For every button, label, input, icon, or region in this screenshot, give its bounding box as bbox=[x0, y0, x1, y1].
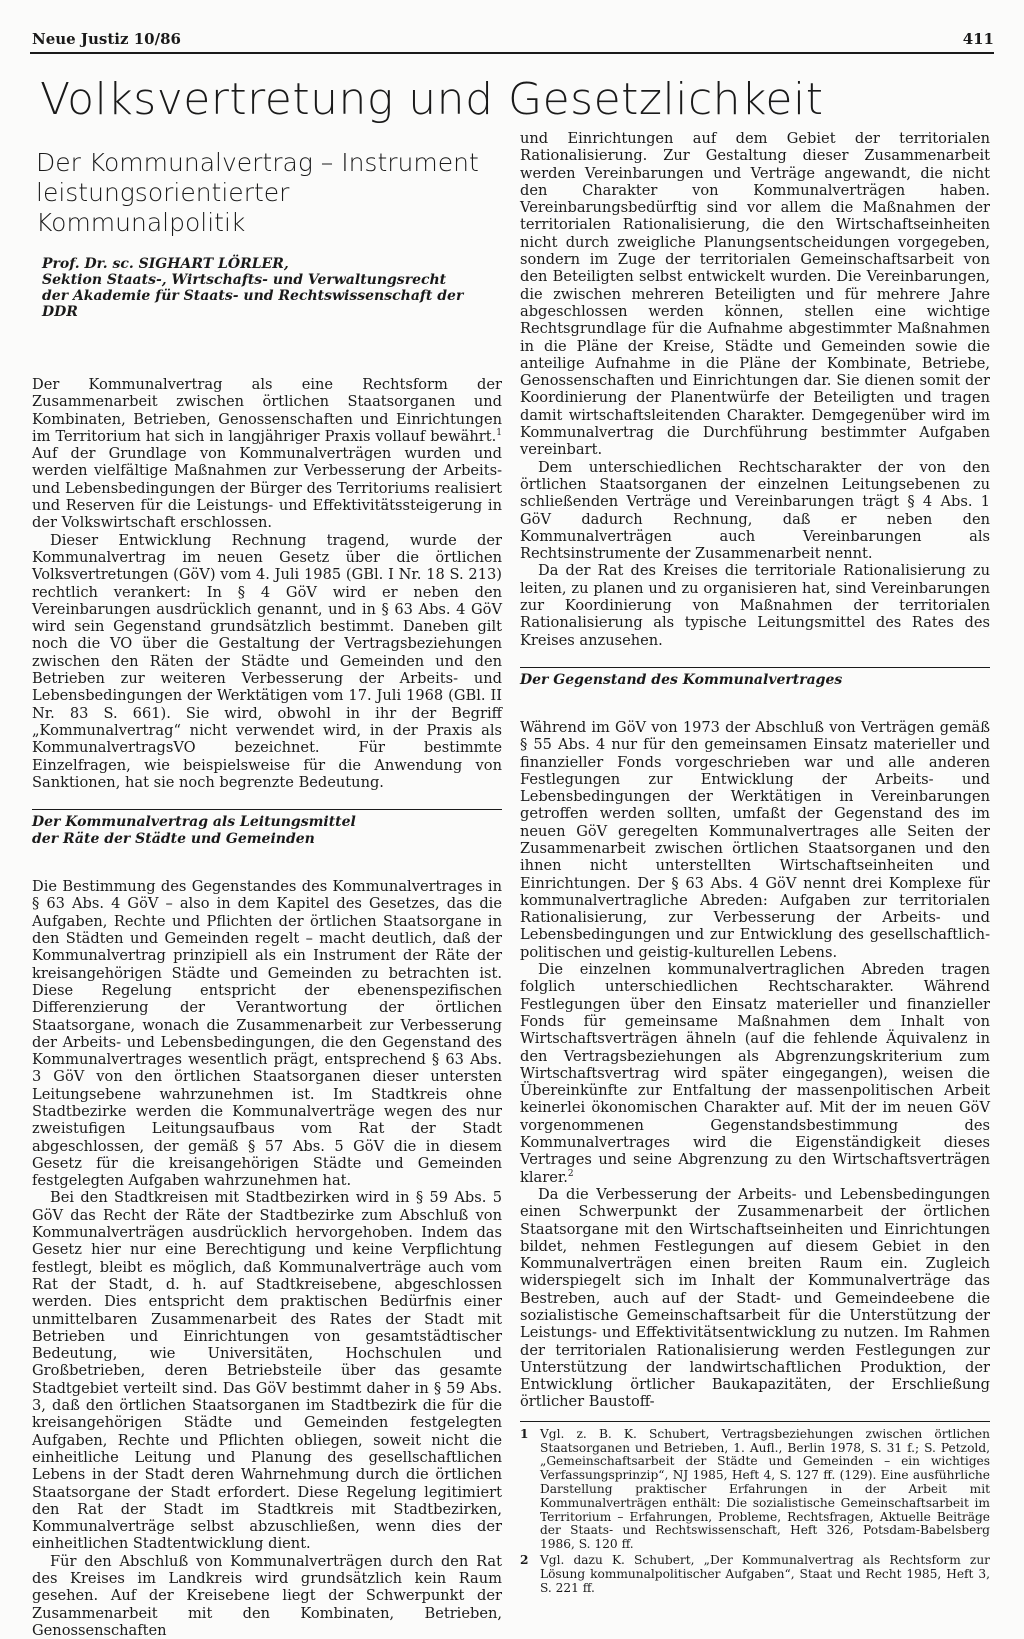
header-rule bbox=[30, 52, 994, 54]
running-head bbox=[30, 30, 994, 54]
footnote bbox=[520, 1554, 990, 1595]
footnotes bbox=[520, 1421, 990, 1596]
author-affiliation-2: der Akademie für Staats- und Rechtswissenschaft der DDR bbox=[42, 288, 464, 320]
left-column bbox=[32, 140, 502, 1639]
subheading-line-2: der Räte der Städte und Gemeinden bbox=[32, 831, 315, 848]
footnote-ref[interactable]: 2 bbox=[567, 1168, 574, 1179]
article-title-line-2: leistungsorientierter Kommunalpolitik bbox=[36, 178, 290, 237]
paragraph: Dieser Entwicklung Rechnung tragend, wurde der Kommunalvertrag im neuen Gesetz über die örtlichen Volksvertretungen (GöV) vom 4. Juli 1985 (GBl. I Nr. 18 S. 213) rechtlich verankert: In § 4 GöV wird er neben den Vereinbarungen ausdrücklich genannt, und in § 63 Abs. 4 GöV wird sein Gegenstand grundsätzlich bestimmt. Daneben gilt noch die VO über die Gestaltung der Vertragsbeziehungen zwischen den Räten der Städte und Gemeinden und den Betrieben zur weiteren Verbesserung der Arbeits- und Lebensbedingungen der Werktätigen vom 17. Juli 1968 (GBl. II Nr. 83 S. 661). Sie wird, obwohl in ihr der Begriff „Kommunalvertrag“ nicht verwendet wird, in der Praxis als KommunalvertragsVO bezeichnet. Für bestimmte Einzelfragen, wie beispielsweise für die Anwendung von Sanktionen, hat sie noch begrenzte Bedeutung. bbox=[32, 531, 502, 791]
footnote-number: 2 bbox=[520, 1552, 529, 1567]
article-title bbox=[36, 148, 502, 238]
paragraph: Die einzelnen kommunalvertraglichen Abreden tragen folglich unterschiedlichen Rechtscharakter. Während Festlegungen über den Einsatz materieller und finanzieller Fonds für gemeinsame Maßnahmen dem Inhalt von Wirtschaftsverträgen ähneln (auf die fehlende Äquivalenz in den Vertragsbeziehungen als Abgrenzungskriterium zum Wirtschaftsvertrag wird später eingegangen), weisen die Übereinkünfte zur Entfaltung der massenpolitischen Arbeit keinerlei ökonomischen Charakter auf. Mit der im neuen GöV vorgenommenen Gegenstandsbestimmung des Kommunalvertrages wird die Eigenständigkeit dieses Vertrages und seine Abgrenzung zu den Wirtschaftsverträgen klarer.$^2$ bbox=[520, 961, 990, 1186]
right-column bbox=[520, 130, 990, 1595]
article-title-line-1: Der Kommunalvertrag – Instrument bbox=[36, 148, 479, 177]
subheading: Der Gegenstand des Kommunalvertrages bbox=[520, 667, 990, 689]
footnote-ref[interactable]: 1 bbox=[496, 428, 502, 439]
footnote bbox=[520, 1428, 990, 1552]
subheading-line-1: Der Kommunalvertrag als Leitungsmittel bbox=[32, 814, 356, 831]
paragraph: Dem unterschiedlichen Rechtscharakter der von den örtlichen Staatsorganen der einzelnen Leitungsebenen zu schließenden Verträge und Vereinbarungen trägt § 4 Abs. 1 GöV dadurch Rechnung, daß er neben den Kommunalverträgen auch Vereinbarungen als Rechtsinstrumente der Zusammenarbeit nennt. bbox=[520, 458, 990, 563]
footnote-text: Vgl. dazu K. Schubert, „Der Kommunalvertrag als Rechtsform zur Lösung kommunalpolitischer Aufgaben“, Staat und Recht 1985, Heft 3, S. 221 ff. bbox=[540, 1552, 990, 1595]
paragraph: Der Kommunalvertrag als eine Rechtsform der Zusammenarbeit zwischen örtlichen Staatsorganen und Kombinaten, Betrieben, Genossenschaften und Einrichtungen im Territorium hat sich in langjähriger Praxis vollauf bewährt.$^1$ Auf der Grundlage von Kommunalverträgen wurden und werden vielfältige Maßnahmen zur Verbesserung der Arbeits- und Lebensbedingungen der Bürger des Territoriums realisiert und Reserven für die Leistungs- und Effektivitätssteigerung in der Volkswirtschaft erschlossen. bbox=[32, 376, 502, 532]
subheading bbox=[32, 809, 502, 848]
journal-page bbox=[30, 30, 994, 1639]
paragraph: Während im GöV von 1973 der Abschluß von Verträgen gemäß § 55 Abs. 4 nur für den gemeinsamen Einsatz materieller und finanzieller Fonds vorgeschrieben war und alle anderen Festlegungen zur Entwicklung der Arbeits- und Lebensbedingungen der Werktätigen in Vereinbarungen getroffen werden sollten, umfaßt der Gegenstand des im neuen GöV geregelten Kommunalvertrages alle Seiten der Zusammenarbeit zwischen örtlichen Staatsorganen und den ihnen nicht unterstellten Wirtschaftseinheiten und Einrichtungen. Der § 63 Abs. 4 GöV nennt drei Komplexe für kommunalvertragliche Abreden: Aufgaben zur territorialen Rationalisierung, zur Verbesserung der Arbeits- und Lebensbedingungen und zur Entwicklung des gesellschaftlich-politischen und geistig-kulturellen Lebens. bbox=[520, 718, 990, 961]
journal-name: Neue Justiz 10/86 bbox=[32, 30, 181, 48]
author-affiliation-1: Sektion Staats-, Wirtschafts- und Verwaltungsrecht bbox=[42, 272, 447, 288]
author-name: Prof. Dr. sc. SIGHART LÖRLER, bbox=[42, 256, 289, 272]
footnote-text: Vgl. z. B. K. Schubert, Vertragsbeziehungen zwischen örtlichen Staatsorganen und Betrieben, 1. Aufl., Berlin 1978, S. 31 f.; S. Petzold, „Gemeinschaftsarbeit der Städte und Gemeinden – ein wichtiges Verfassungsprinzip“, NJ 1985, Heft 4, S. 127 ff. (129). Eine ausführliche Darstellung praktischer Erfahrungen in der Arbeit mit Kommunalverträgen enthält: Die sozialistische Gemeinschaftsarbeit im Territorium – Erfahrungen, Probleme, Rechtsfragen, Aktuelle Beiträge der Staats- und Rechtswissenschaft, Heft 326, Potsdam-Babelsberg 1986, S. 120 ff. bbox=[540, 1426, 990, 1552]
paragraph: Da der Rat des Kreises die territoriale Rationalisierung zu leiten, zu planen und zu organisieren hat, sind Vereinbarungen zur Koordinierung von Maßnahmen der territorialen Rationalisierung als typische Leitungsmittel des Rates des Kreises anzusehen. bbox=[520, 562, 990, 649]
byline bbox=[42, 256, 502, 320]
footnote-number: 1 bbox=[520, 1426, 529, 1441]
paragraph: Da die Verbesserung der Arbeits- und Lebensbedingungen einen Schwerpunkt der Zusammenarbeit der örtlichen Staatsorgane mit den Wirtschaftseinheiten und Einrichtungen bildet, nehmen Festlegungen auf diesem Gebiet in den Kommunalverträgen einen breiten Raum ein. Zugleich widerspiegelt sich im Inhalt der Kommunalverträge das Bestreben, auch auf der Stadt- und Gemeindeebene die sozialistische Gemeinschaftsarbeit für die Unterstützung der Leistungs- und Effektivitätsentwicklung zu nutzen. Im Rahmen der territorialen Rationalisierung werden Festlegungen zur Unterstützung der landwirtschaftlichen Produktion, der Entwicklung örtlicher Baukapazitäten, der Erschließung örtlicher Baustoff- bbox=[520, 1185, 990, 1411]
paragraph: Für den Abschluß von Kommunalverträgen durch den Rat des Kreises im Landkreis wird grundsätzlich kein Raum gesehen. Auf der Kreisebene liegt der Schwerpunkt der Zusammenarbeit mit den Kombinaten, Betrieben, Genossenschaften bbox=[32, 1552, 502, 1639]
paragraph: und Einrichtungen auf dem Gebiet der territorialen Rationalisierung. Zur Gestaltung dieser Zusammenarbeit werden Vereinbarungen und Verträge angewandt, die nicht den Charakter von Kommunalverträgen haben. Vereinbarungsbedürftig sind vor allem die Maßnahmen der territorialen Rationalisierung, die den Wirtschaftseinheiten nicht durch zweigliche Planungsentscheidungen vorgegeben, sondern im Zuge der territorialen Gemeinschaftsarbeit von den Beteiligten selbst entwickelt wurden. Die Vereinbarungen, die zwischen mehreren Beteiligten und für mehrere Jahre abgeschlossen werden können, stellen eine wichtige Rechtsgrundlage für die Aufnahme abgestimmter Maßnahmen in die Pläne der Kreise, Städte und Gemeinden sowie die anteilige Aufnahme in die Pläne der Kombinate, Betriebe, Genossenschaften und Einrichtungen dar. Sie dienen somit der Koordinierung der Planentwürfe der Beteiligten und tragen damit wirtschaftsleitenden Charakter. Demgegenüber wird im Kommunalvertrag die Durchführung bestimmter Aufgaben vereinbart. bbox=[520, 130, 990, 459]
section-title: Volksvertretung und Gesetzlichkeit bbox=[40, 74, 824, 125]
page-number: 411 bbox=[962, 30, 994, 48]
paragraph: Bei den Stadtkreisen mit Stadtbezirken wird in § 59 Abs. 5 GöV das Recht der Räte der Stadtbezirke zum Abschluß von Kommunalverträgen ausdrücklich hervorgehoben. Indem das Gesetz hier nur eine Berechtigung und keine Verpflichtung festlegt, bleibt es möglich, daß Kommunalverträge auch vom Rat der Stadt, d. h. auf Stadtkreisebene, abgeschlossen werden. Dies entspricht dem praktischen Bedürfnis einer unmittelbaren Zusammenarbeit des Rates der Stadt mit Betrieben und Einrichtungen von gesamtstädtischer Bedeutung, wie Universitäten, Hochschulen und Großbetrieben, deren Betriebsteile über das gesamte Stadtgebiet verteilt sind. Das GöV bestimmt daher in § 59 Abs. 3, daß den örtlichen Staatsorganen im Stadtbezirk die für die kreisangehörigen Städte und Gemeinden festgelegten Aufgaben, Rechte und Pflichten obliegen, soweit nicht die einheitliche Leitung und Planung des gesellschaftlichen Lebens in der Stadt deren Wahrnehmung durch die örtlichen Staatsorgane der Stadt erfordert. Diese Regelung legitimiert den Rat der Stadt im Stadtkreis mit Stadtbezirken, Kommunalverträge selbst abzuschließen, wenn dies der einheitlichen Stadtentwicklung dient. bbox=[32, 1189, 502, 1553]
paragraph: Die Bestimmung des Gegenstandes des Kommunalvertrages in § 63 Abs. 4 GöV – also in dem Kapitel des Gesetzes, das die Aufgaben, Rechte und Pflichten der örtlichen Staatsorgane in den Städten und Gemeinden regelt – macht deutlich, daß der Kommunalvertrag prinzipiell als ein Instrument der Räte der kreisangehörigen Städte und Gemeinden zu betrachten ist. Diese Regelung entspricht der ebenenspezifischen Differenzierung der Verantwortung der örtlichen Staatsorgane, wonach die Zusammenarbeit zur Verbesserung der Arbeits- und Lebensbedingungen, die den Gegenstand des Kommunalvertrages wesentlich prägt, entsprechend § 63 Abs. 3 GöV von den örtlichen Staatsorganen dieser untersten Leitungsebene wahrzunehmen ist. Im Stadtkreis ohne Stadtbezirke werden die Kommunalverträge wegen des nur zweistufigen Leitungsaufbaus vom Rat der Stadt abgeschlossen, der gemäß § 57 Abs. 5 GöV die in diesem Gesetz für die kreisangehörigen Städte und Gemeinden festgelegten Aufgaben wahrzunehmen hat. bbox=[32, 878, 502, 1190]
